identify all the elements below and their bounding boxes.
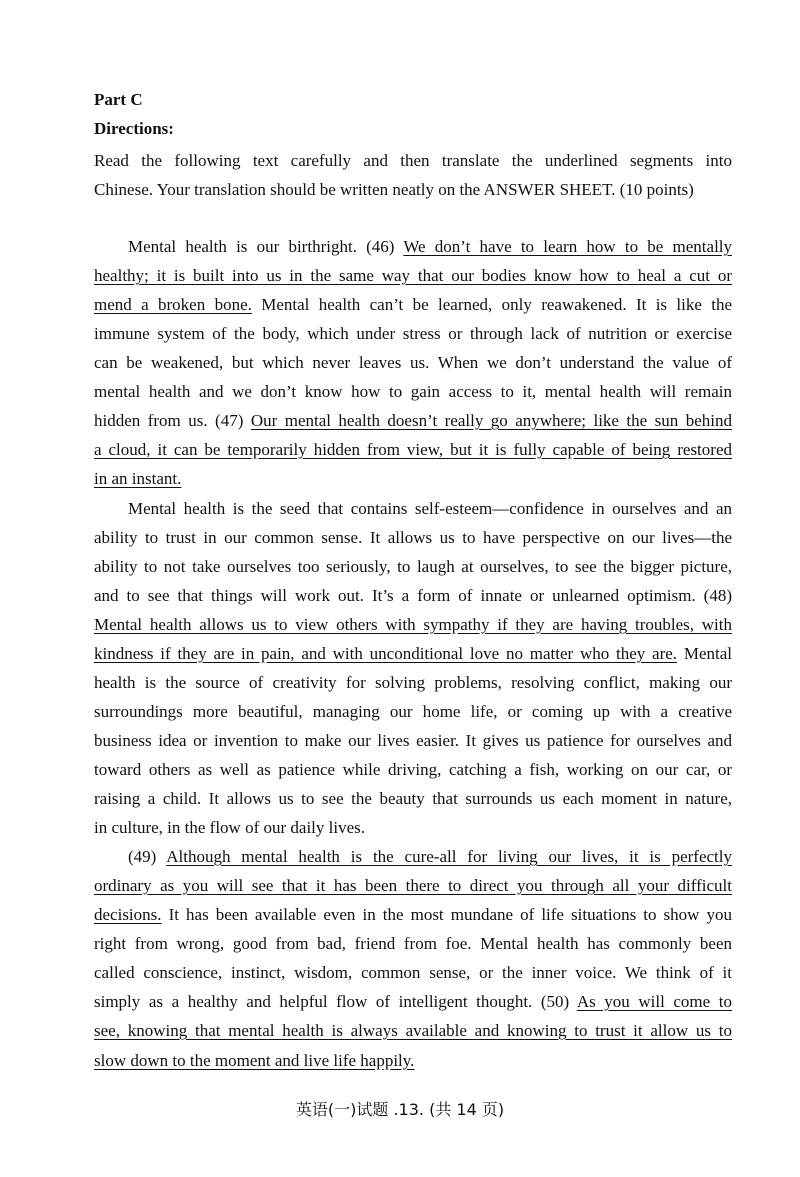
underlined-segment: mend a broken bone. <box>94 295 252 314</box>
text-segment: raising a child. It allows us to see the beauty that surrounds us each moment in nature, <box>94 789 732 808</box>
text-segment: mental health and we don’t know how to gain access to it, mental health will remain <box>94 382 732 401</box>
passage-line <box>94 642 732 666</box>
directions-line: Read the following text carefully and then translate the underlined segments into <box>94 151 732 170</box>
text-segment: It has been available even in the most mundane of life situations to show you <box>161 905 732 924</box>
passage-line <box>94 467 732 491</box>
passage-line <box>94 1019 732 1043</box>
text-segment: right from wrong, good from bad, friend from foe. Mental health has commonly been <box>94 934 732 953</box>
passage-line <box>94 293 732 317</box>
underlined-segment: in an instant. <box>94 469 182 488</box>
passage-line <box>94 584 732 608</box>
passage-line <box>94 700 732 724</box>
passage-line <box>128 845 732 869</box>
underlined-segment: decisions. <box>94 905 162 924</box>
passage-line <box>94 1049 732 1073</box>
text-segment: called conscience, instinct, wisdom, common sense, or the inner voice. We think of it <box>94 963 732 982</box>
underlined-segment: a cloud, it can be temporarily hidden from view, but it is fully capable of being restored <box>94 440 732 459</box>
passage-line <box>94 526 732 550</box>
text-segment: hidden from us. (47) <box>94 411 251 430</box>
text-segment: can be weakened, but which never leaves us. When we don’t understand the value of <box>94 353 732 372</box>
text-segment: Mental health is our birthright. (46) <box>128 237 404 256</box>
passage-line <box>94 438 732 462</box>
underlined-segment: Mental health allows us to view others with sympathy if they are having troubles, with <box>94 615 732 634</box>
passage-line <box>94 322 732 346</box>
underlined-segment: see, knowing that mental health is always available and knowing to trust it allow us to <box>94 1021 732 1040</box>
text-segment: Mental health can’t be learned, only reawakened. It is like the <box>251 295 733 314</box>
underlined-segment: ordinary as you will see that it has been there to direct you through all your difficult <box>94 876 732 895</box>
text-segment: Mental <box>677 644 732 663</box>
passage-line <box>94 758 732 782</box>
text-segment: health is the source of creativity for solving problems, resolving conflict, making our <box>94 673 732 692</box>
passage-line <box>94 874 732 898</box>
text-segment: and to see that things will work out. It’s a form of innate or unlearned optimism. (48) <box>94 586 732 605</box>
text-segment: simply as a healthy and helpful flow of intelligent thought. (50) <box>94 992 577 1011</box>
passage-line <box>94 351 732 375</box>
passage-line <box>128 497 732 521</box>
underlined-segment: Our mental health doesn’t really go anywhere; like the sun behind <box>250 411 732 430</box>
text-segment: toward others as well as patience while driving, catching a fish, working on our car, or <box>94 760 732 779</box>
passage-line <box>94 671 732 695</box>
directions-label: Directions: <box>94 119 174 138</box>
page-footer: 英语(一)试题 .13. (共 14 页) <box>295 1100 505 1119</box>
text-segment: Mental health is the seed that contains self-esteem—confidence in ourselves and an <box>128 499 732 518</box>
passage-line <box>128 235 732 259</box>
passage-line <box>94 555 732 579</box>
passage-line <box>94 932 732 956</box>
underlined-segment: slow down to the moment and live life happily. <box>94 1051 415 1070</box>
text-segment: ability to trust in our common sense. It allows us to have perspective on our lives—the <box>94 528 732 547</box>
text-segment: (49) <box>128 847 167 866</box>
underlined-segment: We don’t have to learn how to be mentally <box>403 237 733 256</box>
text-segment: surroundings more beautiful, managing our home life, or coming up with a creative <box>94 702 732 721</box>
underlined-segment: Although mental health is the cure-all for living our lives, it is perfectly <box>166 847 733 866</box>
text-segment: ability to not take ourselves too seriously, to laugh at ourselves, to see the bigger picture, <box>94 557 732 576</box>
passage-line <box>94 613 732 637</box>
text-segment: business idea or invention to make our lives easier. It gives us patience for ourselves and <box>94 731 732 750</box>
passage-line <box>94 990 732 1014</box>
passage-line <box>94 816 732 840</box>
passage-line <box>94 409 732 433</box>
underlined-segment: kindness if they are in pain, and with unconditional love no matter who they are. <box>94 644 678 663</box>
passage-line <box>94 903 732 927</box>
passage-line <box>94 264 732 288</box>
text-segment: immune system of the body, which under stress or through lack of nutrition or exercise <box>94 324 732 343</box>
underlined-segment: healthy; it is built into us in the same way that our bodies know how to heal a cut or <box>94 266 732 285</box>
passage-line <box>94 729 732 753</box>
part-title: Part C <box>94 90 143 109</box>
passage-line <box>94 787 732 811</box>
passage-line <box>94 380 732 404</box>
text-segment: in culture, in the flow of our daily lives. <box>94 818 365 837</box>
underlined-segment: As you will come to <box>576 992 732 1011</box>
passage-line <box>94 961 732 985</box>
directions-line: Chinese. Your translation should be written neatly on the ANSWER SHEET. (10 points) <box>94 180 694 199</box>
